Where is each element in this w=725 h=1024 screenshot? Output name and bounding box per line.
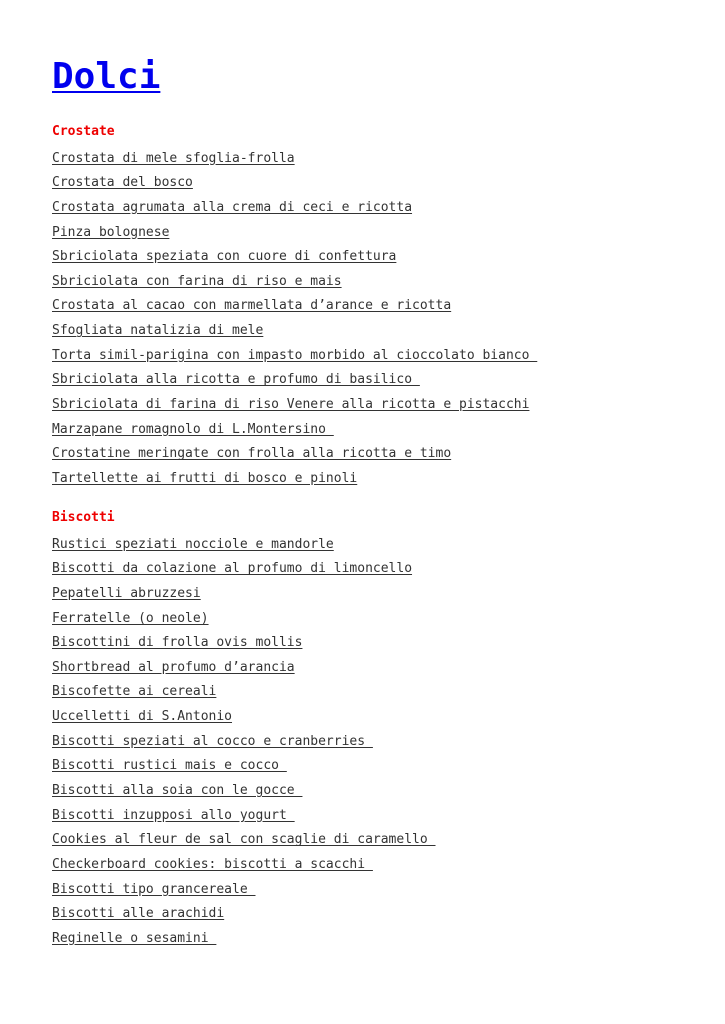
recipe-link[interactable]: Biscottini di frolla ovis mollis bbox=[52, 635, 303, 651]
recipe-link[interactable]: Sfogliata natalizia di mele bbox=[52, 323, 264, 339]
recipe-link[interactable]: Biscotti inzupposi allo yogurt bbox=[52, 807, 295, 823]
list-item bbox=[52, 575, 712, 600]
recipe-link[interactable]: Reginelle o sesamini bbox=[52, 930, 217, 946]
recipe-link[interactable]: Biscofette ai cereali bbox=[52, 684, 217, 700]
list-item bbox=[52, 674, 712, 699]
list-item bbox=[52, 625, 712, 650]
recipe-link[interactable]: Ferratelle (o neole) bbox=[52, 610, 209, 626]
recipe-link[interactable]: Sbriciolata di farina di riso Venere alla ricotta e pistacchi bbox=[52, 397, 530, 413]
list-item bbox=[52, 263, 712, 288]
recipe-link[interactable]: Cookies al fleur de sal con scaglie di caramello bbox=[52, 832, 436, 848]
recipe-link[interactable]: Pinza bolognese bbox=[52, 224, 170, 240]
list-item bbox=[52, 896, 712, 921]
list-item bbox=[52, 189, 712, 214]
recipe-link[interactable]: Uccelletti di S.Antonio bbox=[52, 709, 233, 725]
recipe-link[interactable]: Crostata di mele sfoglia-frolla bbox=[52, 150, 295, 166]
list-item bbox=[52, 600, 712, 625]
recipe-link[interactable]: Crostata al cacao con marmellata d’arance e ricotta bbox=[52, 298, 452, 314]
list-item bbox=[52, 460, 712, 485]
section-heading-crostate: Crostate bbox=[52, 124, 115, 139]
list-item bbox=[52, 436, 712, 461]
recipe-link[interactable]: Crostata agrumata alla crema di ceci e ricotta bbox=[52, 199, 413, 215]
recipe-link[interactable]: Pepatelli abruzzesi bbox=[52, 585, 201, 601]
list-item bbox=[52, 723, 712, 748]
list-item bbox=[52, 411, 712, 436]
recipe-link[interactable]: Sbriciolata alla ricotta e profumo di basilico bbox=[52, 372, 420, 388]
recipe-link[interactable]: Shortbread al profumo d’arancia bbox=[52, 659, 295, 675]
list-item bbox=[52, 362, 712, 387]
section-crostate bbox=[52, 124, 712, 485]
crostate-link-list bbox=[52, 140, 712, 485]
biscotti-link-list bbox=[52, 526, 712, 945]
list-item bbox=[52, 920, 712, 945]
recipe-link[interactable]: Crostatine meringate con frolla alla ricotta e timo bbox=[52, 446, 452, 462]
list-item bbox=[52, 312, 712, 337]
recipe-link[interactable]: Biscotti speziati al cocco e cranberries bbox=[52, 733, 373, 749]
list-item bbox=[52, 214, 712, 239]
list-item bbox=[52, 649, 712, 674]
list-item bbox=[52, 822, 712, 847]
recipe-link[interactable]: Biscotti alla soia con le gocce bbox=[52, 783, 303, 799]
recipe-link[interactable]: Rustici speziati nocciole e mandorle bbox=[52, 536, 334, 552]
recipe-link[interactable]: Biscotti tipo grancereale bbox=[52, 881, 256, 897]
recipe-link[interactable]: Biscotti alle arachidi bbox=[52, 906, 225, 922]
recipe-link[interactable]: Sbriciolata con farina di riso e mais bbox=[52, 273, 342, 289]
recipe-link[interactable]: Torta simil-parigina con impasto morbido al cioccolato bianco bbox=[52, 347, 538, 363]
list-item bbox=[52, 698, 712, 723]
recipe-link[interactable]: Biscotti rustici mais e cocco bbox=[52, 758, 287, 774]
recipe-link[interactable]: Tartellette ai frutti di bosco e pinoli bbox=[52, 470, 358, 486]
section-biscotti bbox=[52, 510, 712, 945]
recipe-link[interactable]: Marzapane romagnolo di L.Montersino bbox=[52, 421, 334, 437]
list-item bbox=[52, 797, 712, 822]
list-item bbox=[52, 846, 712, 871]
list-item bbox=[52, 871, 712, 896]
list-item bbox=[52, 748, 712, 773]
recipe-link[interactable]: Checkerboard cookies: biscotti a scacchi bbox=[52, 856, 373, 872]
list-item bbox=[52, 386, 712, 411]
section-heading-biscotti: Biscotti bbox=[52, 510, 115, 525]
list-item bbox=[52, 140, 712, 165]
recipe-link[interactable]: Biscotti da colazione al profumo di limoncello bbox=[52, 561, 413, 577]
list-item bbox=[52, 239, 712, 264]
page-title-link[interactable]: Dolci bbox=[52, 56, 161, 97]
list-item bbox=[52, 337, 712, 362]
recipe-link[interactable]: Crostata del bosco bbox=[52, 175, 193, 191]
list-item bbox=[52, 551, 712, 576]
recipe-link[interactable]: Sbriciolata speziata con cuore di confettura bbox=[52, 249, 397, 265]
list-item bbox=[52, 772, 712, 797]
list-item bbox=[52, 288, 712, 313]
list-item bbox=[52, 526, 712, 551]
list-item bbox=[52, 165, 712, 190]
